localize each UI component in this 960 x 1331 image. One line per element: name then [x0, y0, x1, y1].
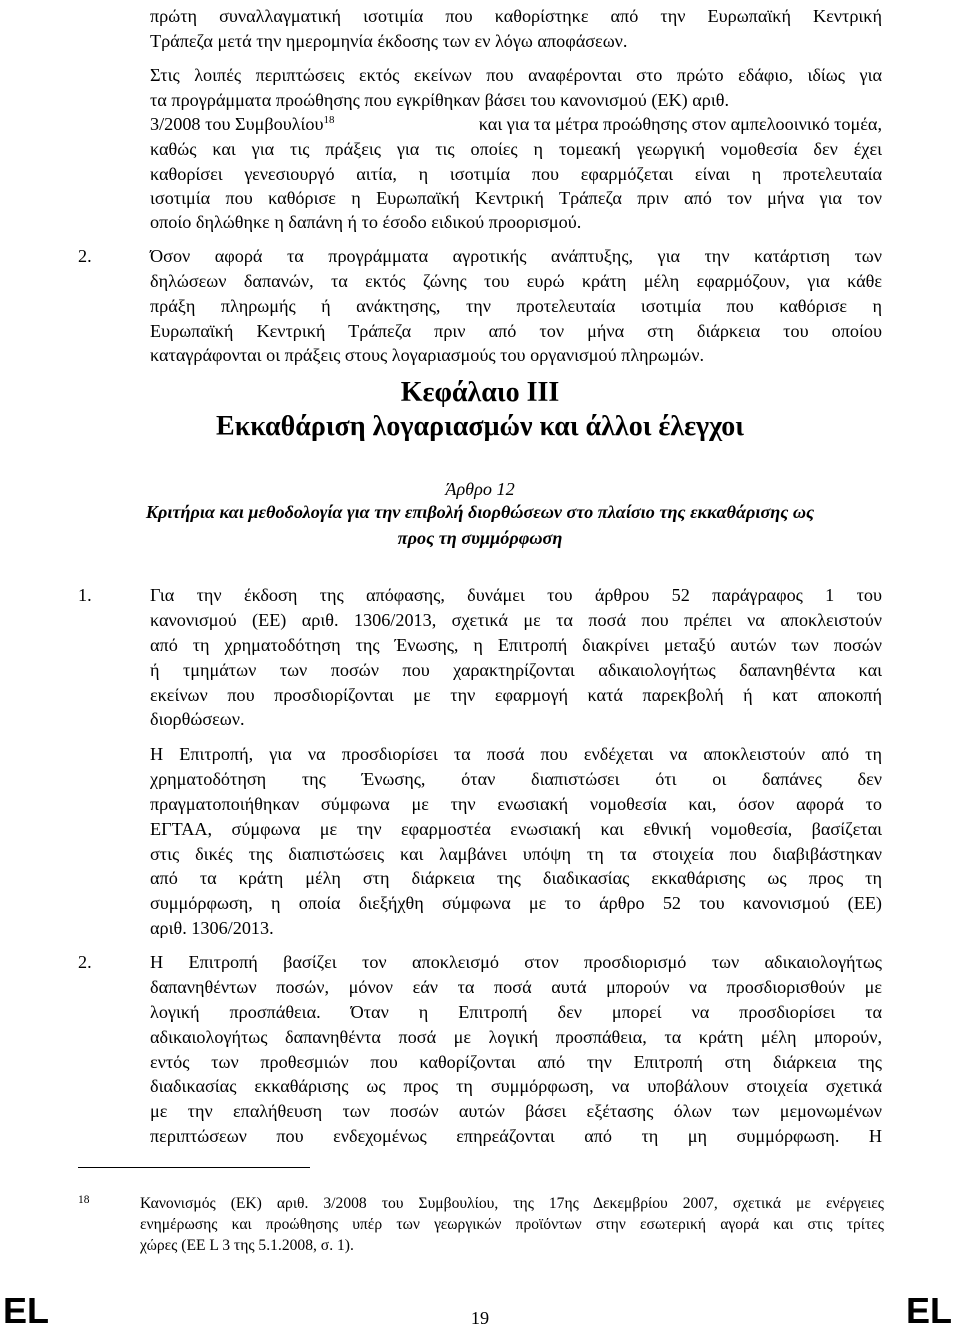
intro-line: Τράπεζα μετά την ημερομηνία έκδοσης των εν λόγω αποφάσεων.: [150, 31, 628, 51]
item-number: 2.: [78, 952, 92, 972]
sub-para-line: στις δικές της διαπιστώσεις και λαμβάνει υπόψη τη τα στοιχεία που διαβιβάστηκαν: [150, 844, 882, 864]
para-line: καθώς και για τις πράξεις για τις οποίες η τομεακή γεωργική νομοθεσία δεν έχει: [150, 139, 882, 159]
para-line: τα προγράμματα προώθησης που εγκρίθηκαν βάσει του κανονισμού (ΕΚ) αριθ.: [150, 90, 730, 110]
footnote-mark: 18: [78, 1194, 90, 1206]
item-line: δαπανηθέντων ποσών, μόνον εάν τα ποσά αυτά μπορούν να προσδιορισθούν με: [150, 977, 882, 997]
page-number: 19: [470, 1308, 490, 1328]
footnote-line: χώρες (ΕΕ L 3 της 5.1.2008, σ. 1).: [140, 1237, 354, 1254]
item-line: ή τμημάτων των ποσών που χαρακτηρίζονται αδικαιολογήτως δαπανηθέντα και: [150, 660, 882, 680]
item-line: από τη χρηματοδότηση της Ένωσης, η Επιτροπή διακρίνει μεταξύ αυτών των ποσών: [150, 635, 882, 655]
item-line: καταγράφονται οι πράξεις στους λογαριασμούς του οργανισμού πληρωμών.: [150, 345, 705, 365]
para-fragment: 3/2008 του Συμβουλίου: [150, 114, 324, 134]
sub-para-line: αριθ. 1306/2013.: [150, 918, 274, 938]
item-line: εκείνων που προσδιορίζονται με την εφαρμογή κατά παρεκβολή ή κατ αποκοπή: [150, 685, 882, 705]
para-line-with-footnote: [150, 112, 882, 137]
item-number: 2.: [78, 246, 92, 266]
item-line: Η Επιτροπή βασίζει τον αποκλεισμό στον προσδιορισμό των αδικαιολογήτως: [150, 952, 882, 972]
language-code-left: EL: [3, 1290, 50, 1331]
item-line: με την επαλήθευση των ποσών αυτών βάσει εξέτασης όλων των μεμονωμένων: [150, 1101, 882, 1121]
footnote-separator: [78, 1167, 310, 1168]
item-line: διαδικασίας εκκαθάρισης ως προς τη συμμόρφωση, να υποβάλουν στοιχεία σχετικά: [150, 1076, 882, 1096]
para-fragment: και για τα μέτρα προώθησης στον αμπελοοινικό τομέα,: [478, 114, 882, 134]
item-line: διορθώσεων.: [150, 709, 245, 729]
item-line: Όσον αφορά τα προγράμματα αγροτικής ανάπτυξης, για την κατάρτιση των: [150, 246, 882, 266]
intro-line: πρώτη συναλλαγματική ισοτιμία που καθορίστηκε από την Ευρωπαϊκή Κεντρική: [150, 6, 882, 26]
article-title-line: Κριτήρια και μεθοδολογία για την επιβολή διορθώσεων στο πλαίσιο της εκκαθάρισης ως: [145, 502, 815, 522]
chapter-label: Κεφάλαιο ΙΙΙ: [400, 377, 560, 408]
footnote-ref: 18: [323, 113, 335, 126]
item-line: περιπτώσεων που ενδεχομένως επηρεάζονται από τη μη συμμόρφωση. Η: [150, 1126, 882, 1146]
sub-para-line: συμμόρφωση, η οποία διεξήχθη σύμφωνα με το άρθρο 52 του κανονισμού (ΕΕ): [150, 893, 882, 913]
item-line: λογική προσπάθεια. Όταν η Επιτροπή δεν μπορεί να προσδιορίσει τα: [150, 1002, 882, 1022]
sub-para-line: χρηματοδότηση της Ένωσης, όταν διαπιστώσει ότι οι δαπάνες δεν: [150, 769, 882, 789]
item-line: δηλώσεων δαπανών, τα εκτός ζώνης του ευρώ κράτη μέλη εφαρμόζουν, για κάθε: [150, 271, 882, 291]
sub-para-line: ΕΓΤΑΑ, σύμφωνα με την εφαρμοστέα ενωσιακή και εθνική νομοθεσία, βασίζεται: [150, 819, 882, 839]
item-line: πράξη πληρωμής ή ανάκτησης, την προτελευταία ισοτιμία που καθόρισε η: [150, 296, 882, 316]
article-label: Άρθρο 12: [445, 479, 515, 499]
language-code-right: EL: [906, 1290, 953, 1331]
sub-para-line: πραγματοποιήθηκαν σύμφωνα με την ενωσιακή νομοθεσία και, όσον αφορά το: [150, 794, 882, 814]
para-line: καθορίσει γενεσιουργό αιτία, η ισοτιμία που εφαρμόζεται είναι η προτελευταία: [150, 164, 882, 184]
para-line: Στις λοιπές περιπτώσεις εκτός εκείνων που αναφέρονται στο πρώτο εδάφιο, ιδίως για: [150, 65, 882, 85]
article-title-line: προς τη συμμόρφωση: [397, 528, 563, 548]
item-number: 1.: [78, 585, 92, 605]
para-line: οποίο δηλώθηκε η δαπάνη ή το έσοδο ειδικού προορισμού.: [150, 212, 582, 232]
para-line: ισοτιμία που καθόρισε η Ευρωπαϊκή Κεντρική Τράπεζα πριν από τον μήνα για τον: [150, 188, 882, 208]
footnote-line: ενημέρωσης και προώθησης υπέρ των γεωργικών προϊόντων στην εσωτερική αγορά και στις τρίτες: [140, 1216, 884, 1233]
item-line: Για την έκδοση της απόφασης, δυνάμει του άρθρου 52 παράγραφος 1 του: [150, 585, 882, 605]
sub-para-line: από τα κράτη μέλη στη διάρκεια της διαδικασίας εκκαθάρισης ως προς τη: [150, 868, 882, 888]
footnote-line: Κανονισμός (ΕΚ) αριθ. 3/2008 του Συμβουλίου, της 17ης Δεκεμβρίου 2007, σχετικά με ενέργειες: [140, 1195, 884, 1212]
item-line: Ευρωπαϊκή Κεντρική Τράπεζα πριν από τον μήνα στη διάρκεια του οποίου: [150, 321, 882, 341]
item-line: αδικαιολογήτως δαπανηθέντα ποσά με λογική προσπάθεια, τα κράτη μέλη μπορούν,: [150, 1027, 882, 1047]
item-line: εντός των προθεσμιών που καθορίζονται από την Επιτροπή στη διάρκεια της: [150, 1052, 882, 1072]
sub-para-line: Η Επιτροπή, για να προσδιορίσει τα ποσά που ενδέχεται να αποκλειστούν από τη: [150, 744, 882, 764]
chapter-title: Εκκαθάριση λογαριασμών και άλλοι έλεγχοι: [216, 411, 744, 442]
item-line: κανονισμού (ΕΕ) αριθ. 1306/2013, σχετικά με τα ποσά που πρέπει να αποκλειστούν: [150, 610, 882, 630]
